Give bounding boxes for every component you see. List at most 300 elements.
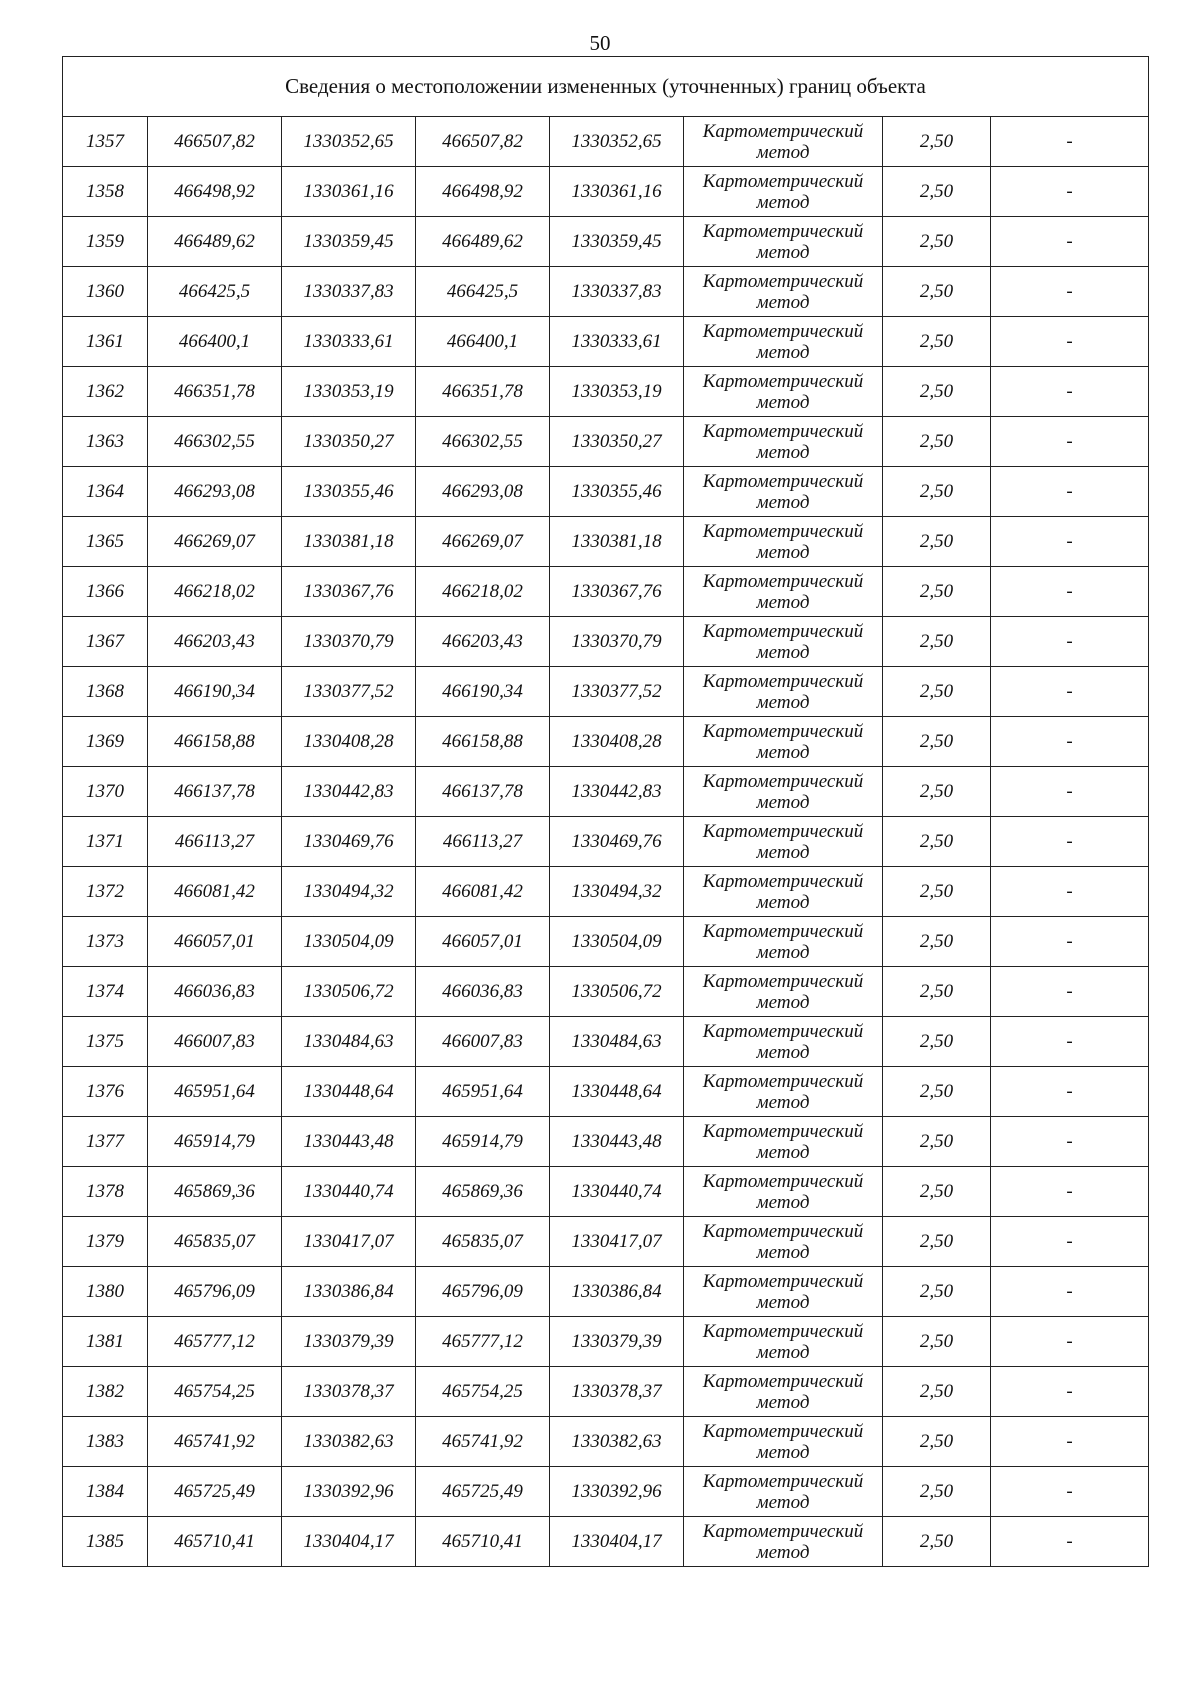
note-cell: - <box>991 467 1149 517</box>
method-line1: Картометрический <box>702 120 864 142</box>
note-cell: - <box>991 1367 1149 1417</box>
method-line2: метод <box>756 341 810 363</box>
method-line1: Картометрический <box>702 970 864 992</box>
method-cell <box>684 267 883 317</box>
page-number: 50 <box>589 31 611 55</box>
table-row <box>63 467 1149 517</box>
method-line1: Картометрический <box>702 1520 864 1542</box>
method-line1: Картометрический <box>702 420 864 442</box>
existing-y-cell: 1330370,79 <box>282 617 416 667</box>
method-cell <box>684 467 883 517</box>
refined-x-cell: 466158,88 <box>416 717 550 767</box>
note-cell: - <box>991 267 1149 317</box>
note-cell: - <box>991 1167 1149 1217</box>
method-cell <box>684 1067 883 1117</box>
existing-y-cell: 1330352,65 <box>282 117 416 167</box>
existing-x-cell: 466137,78 <box>148 767 282 817</box>
existing-x-cell: 465914,79 <box>148 1117 282 1167</box>
note-cell: - <box>991 167 1149 217</box>
table-row <box>63 217 1149 267</box>
point-number-cell: 1369 <box>63 717 148 767</box>
method-line2: метод <box>756 991 810 1013</box>
method-cell <box>684 1467 883 1517</box>
refined-y-cell: 1330333,61 <box>550 317 684 367</box>
method-line1: Картометрический <box>702 270 864 292</box>
existing-y-cell: 1330484,63 <box>282 1017 416 1067</box>
point-number-cell: 1374 <box>63 967 148 1017</box>
existing-y-cell: 1330440,74 <box>282 1167 416 1217</box>
table-row <box>63 117 1149 167</box>
method-line2: метод <box>756 741 810 763</box>
method-cell <box>684 417 883 467</box>
note-cell: - <box>991 1067 1149 1117</box>
refined-y-cell: 1330469,76 <box>550 817 684 867</box>
method-line1: Картометрический <box>702 1370 864 1392</box>
existing-y-cell: 1330443,48 <box>282 1117 416 1167</box>
refined-x-cell: 465725,49 <box>416 1467 550 1517</box>
refined-y-cell: 1330337,83 <box>550 267 684 317</box>
accuracy-cell: 2,50 <box>883 767 991 817</box>
method-line2: метод <box>756 591 810 613</box>
existing-x-cell: 466036,83 <box>148 967 282 1017</box>
accuracy-cell: 2,50 <box>883 1417 991 1467</box>
refined-y-cell: 1330404,17 <box>550 1517 684 1567</box>
table-row <box>63 717 1149 767</box>
point-number-cell: 1366 <box>63 567 148 617</box>
refined-x-cell: 465796,09 <box>416 1267 550 1317</box>
method-cell <box>684 1517 883 1567</box>
refined-y-cell: 1330381,18 <box>550 517 684 567</box>
accuracy-cell: 2,50 <box>883 167 991 217</box>
existing-x-cell: 466007,83 <box>148 1017 282 1067</box>
method-cell <box>684 717 883 767</box>
refined-y-cell: 1330440,74 <box>550 1167 684 1217</box>
method-line1: Картометрический <box>702 1170 864 1192</box>
method-line1: Картометрический <box>702 220 864 242</box>
table-row <box>63 1017 1149 1067</box>
refined-y-cell: 1330392,96 <box>550 1467 684 1517</box>
note-cell: - <box>991 367 1149 417</box>
method-line1: Картометрический <box>702 1470 864 1492</box>
table-row <box>63 967 1149 1017</box>
table-row <box>63 267 1149 317</box>
refined-x-cell: 465710,41 <box>416 1517 550 1567</box>
refined-x-cell: 465951,64 <box>416 1067 550 1117</box>
refined-x-cell: 466007,83 <box>416 1017 550 1067</box>
note-cell: - <box>991 617 1149 667</box>
existing-y-cell: 1330377,52 <box>282 667 416 717</box>
refined-y-cell: 1330506,72 <box>550 967 684 1017</box>
method-cell <box>684 1117 883 1167</box>
method-line1: Картометрический <box>702 1270 864 1292</box>
existing-y-cell: 1330337,83 <box>282 267 416 317</box>
note-cell: - <box>991 1417 1149 1467</box>
accuracy-cell: 2,50 <box>883 817 991 867</box>
method-cell <box>684 617 883 667</box>
method-cell <box>684 1017 883 1067</box>
note-cell: - <box>991 867 1149 917</box>
point-number-cell: 1363 <box>63 417 148 467</box>
accuracy-cell: 2,50 <box>883 317 991 367</box>
accuracy-cell: 2,50 <box>883 367 991 417</box>
existing-x-cell: 466498,92 <box>148 167 282 217</box>
point-number-cell: 1382 <box>63 1367 148 1417</box>
method-cell <box>684 1267 883 1317</box>
existing-y-cell: 1330355,46 <box>282 467 416 517</box>
refined-y-cell: 1330448,64 <box>550 1067 684 1117</box>
table-row <box>63 1317 1149 1367</box>
method-line1: Картометрический <box>702 920 864 942</box>
existing-y-cell: 1330382,63 <box>282 1417 416 1467</box>
method-line1: Картометрический <box>702 320 864 342</box>
method-line1: Картометрический <box>702 820 864 842</box>
accuracy-cell: 2,50 <box>883 117 991 167</box>
existing-y-cell: 1330333,61 <box>282 317 416 367</box>
refined-y-cell: 1330361,16 <box>550 167 684 217</box>
point-number-cell: 1367 <box>63 617 148 667</box>
method-cell <box>684 1217 883 1267</box>
existing-y-cell: 1330417,07 <box>282 1217 416 1267</box>
method-line1: Картометрический <box>702 1220 864 1242</box>
table-row <box>63 617 1149 667</box>
method-line1: Картометрический <box>702 1120 864 1142</box>
refined-y-cell: 1330367,76 <box>550 567 684 617</box>
method-line2: метод <box>756 791 810 813</box>
note-cell: - <box>991 417 1149 467</box>
point-number-cell: 1359 <box>63 217 148 267</box>
method-cell <box>684 867 883 917</box>
method-line2: метод <box>756 641 810 663</box>
method-line1: Картометрический <box>702 620 864 642</box>
refined-y-cell: 1330359,45 <box>550 217 684 267</box>
refined-x-cell: 465741,92 <box>416 1417 550 1467</box>
method-cell <box>684 567 883 617</box>
table-row <box>63 417 1149 467</box>
accuracy-cell: 2,50 <box>883 1067 991 1117</box>
method-line1: Картометрический <box>702 870 864 892</box>
existing-x-cell: 466302,55 <box>148 417 282 467</box>
note-cell: - <box>991 517 1149 567</box>
existing-y-cell: 1330367,76 <box>282 567 416 617</box>
refined-y-cell: 1330378,37 <box>550 1367 684 1417</box>
note-cell: - <box>991 1517 1149 1567</box>
existing-x-cell: 466158,88 <box>148 717 282 767</box>
table-row <box>63 1367 1149 1417</box>
accuracy-cell: 2,50 <box>883 517 991 567</box>
table-row <box>63 1517 1149 1567</box>
refined-x-cell: 466425,5 <box>416 267 550 317</box>
refined-x-cell: 465754,25 <box>416 1367 550 1417</box>
table-row <box>63 1117 1149 1167</box>
method-line2: метод <box>756 1041 810 1063</box>
point-number-cell: 1357 <box>63 117 148 167</box>
point-number-cell: 1380 <box>63 1267 148 1317</box>
refined-x-cell: 466293,08 <box>416 467 550 517</box>
accuracy-cell: 2,50 <box>883 1267 991 1317</box>
existing-x-cell: 466203,43 <box>148 617 282 667</box>
point-number-cell: 1368 <box>63 667 148 717</box>
method-line2: метод <box>756 291 810 313</box>
method-line1: Картометрический <box>702 770 864 792</box>
point-number-cell: 1364 <box>63 467 148 517</box>
refined-y-cell: 1330382,63 <box>550 1417 684 1467</box>
method-line1: Картометрический <box>702 570 864 592</box>
existing-x-cell: 465796,09 <box>148 1267 282 1317</box>
accuracy-cell: 2,50 <box>883 417 991 467</box>
table-row <box>63 517 1149 567</box>
existing-x-cell: 466269,07 <box>148 517 282 567</box>
existing-y-cell: 1330361,16 <box>282 167 416 217</box>
accuracy-cell: 2,50 <box>883 1367 991 1417</box>
method-cell <box>684 317 883 367</box>
method-line2: метод <box>756 1091 810 1113</box>
method-line1: Картометрический <box>702 670 864 692</box>
accuracy-cell: 2,50 <box>883 717 991 767</box>
method-line2: метод <box>756 491 810 513</box>
refined-y-cell: 1330350,27 <box>550 417 684 467</box>
point-number-cell: 1384 <box>63 1467 148 1517</box>
point-number-cell: 1365 <box>63 517 148 567</box>
method-line2: метод <box>756 441 810 463</box>
method-cell <box>684 1417 883 1467</box>
accuracy-cell: 2,50 <box>883 1317 991 1367</box>
point-number-cell: 1381 <box>63 1317 148 1367</box>
method-cell <box>684 167 883 217</box>
existing-y-cell: 1330359,45 <box>282 217 416 267</box>
note-cell: - <box>991 717 1149 767</box>
existing-x-cell: 466190,34 <box>148 667 282 717</box>
point-number-cell: 1361 <box>63 317 148 367</box>
existing-y-cell: 1330408,28 <box>282 717 416 767</box>
existing-y-cell: 1330378,37 <box>282 1367 416 1417</box>
method-cell <box>684 767 883 817</box>
table-row <box>63 167 1149 217</box>
refined-x-cell: 466507,82 <box>416 117 550 167</box>
method-line1: Картометрический <box>702 170 864 192</box>
refined-y-cell: 1330377,52 <box>550 667 684 717</box>
point-number-cell: 1378 <box>63 1167 148 1217</box>
refined-x-cell: 466057,01 <box>416 917 550 967</box>
accuracy-cell: 2,50 <box>883 867 991 917</box>
note-cell: - <box>991 217 1149 267</box>
point-number-cell: 1375 <box>63 1017 148 1067</box>
method-line2: метод <box>756 191 810 213</box>
method-line2: метод <box>756 691 810 713</box>
point-number-cell: 1358 <box>63 167 148 217</box>
note-cell: - <box>991 1467 1149 1517</box>
existing-y-cell: 1330448,64 <box>282 1067 416 1117</box>
existing-x-cell: 465835,07 <box>148 1217 282 1267</box>
existing-y-cell: 1330381,18 <box>282 517 416 567</box>
refined-x-cell: 466203,43 <box>416 617 550 667</box>
table-row <box>63 817 1149 867</box>
table-caption: Сведения о местоположении измененных (уточненных) границ объекта <box>63 57 1149 117</box>
method-line1: Картометрический <box>702 470 864 492</box>
table-row <box>63 667 1149 717</box>
refined-x-cell: 466218,02 <box>416 567 550 617</box>
method-line2: метод <box>756 241 810 263</box>
method-cell <box>684 967 883 1017</box>
existing-y-cell: 1330353,19 <box>282 367 416 417</box>
accuracy-cell: 2,50 <box>883 1217 991 1267</box>
existing-x-cell: 465951,64 <box>148 1067 282 1117</box>
point-number-cell: 1360 <box>63 267 148 317</box>
refined-y-cell: 1330504,09 <box>550 917 684 967</box>
point-number-cell: 1379 <box>63 1217 148 1267</box>
existing-x-cell: 465754,25 <box>148 1367 282 1417</box>
point-number-cell: 1371 <box>63 817 148 867</box>
note-cell: - <box>991 767 1149 817</box>
point-number-cell: 1385 <box>63 1517 148 1567</box>
refined-x-cell: 466036,83 <box>416 967 550 1017</box>
accuracy-cell: 2,50 <box>883 267 991 317</box>
method-cell <box>684 917 883 967</box>
refined-y-cell: 1330484,63 <box>550 1017 684 1067</box>
note-cell: - <box>991 667 1149 717</box>
method-line2: метод <box>756 1191 810 1213</box>
method-line1: Картометрический <box>702 1020 864 1042</box>
method-cell <box>684 1317 883 1367</box>
point-number-cell: 1362 <box>63 367 148 417</box>
method-line2: метод <box>756 1541 810 1563</box>
note-cell: - <box>991 117 1149 167</box>
existing-y-cell: 1330469,76 <box>282 817 416 867</box>
method-cell <box>684 517 883 567</box>
existing-x-cell: 466425,5 <box>148 267 282 317</box>
note-cell: - <box>991 567 1149 617</box>
refined-x-cell: 466302,55 <box>416 417 550 467</box>
method-line1: Картометрический <box>702 1320 864 1342</box>
method-line2: метод <box>756 891 810 913</box>
point-number-cell: 1372 <box>63 867 148 917</box>
method-cell <box>684 1367 883 1417</box>
accuracy-cell: 2,50 <box>883 967 991 1017</box>
table-row <box>63 917 1149 967</box>
existing-y-cell: 1330350,27 <box>282 417 416 467</box>
refined-y-cell: 1330386,84 <box>550 1267 684 1317</box>
refined-x-cell: 466489,62 <box>416 217 550 267</box>
refined-x-cell: 466113,27 <box>416 817 550 867</box>
table-body <box>63 57 1149 1567</box>
accuracy-cell: 2,50 <box>883 1167 991 1217</box>
table-row <box>63 1067 1149 1117</box>
accuracy-cell: 2,50 <box>883 1517 991 1567</box>
method-line1: Картометрический <box>702 720 864 742</box>
existing-y-cell: 1330404,17 <box>282 1517 416 1567</box>
method-line2: метод <box>756 541 810 563</box>
existing-y-cell: 1330392,96 <box>282 1467 416 1517</box>
point-number-cell: 1373 <box>63 917 148 967</box>
existing-x-cell: 465725,49 <box>148 1467 282 1517</box>
accuracy-cell: 2,50 <box>883 617 991 667</box>
method-line2: метод <box>756 841 810 863</box>
method-line2: метод <box>756 1391 810 1413</box>
refined-x-cell: 466351,78 <box>416 367 550 417</box>
refined-x-cell: 466498,92 <box>416 167 550 217</box>
refined-y-cell: 1330352,65 <box>550 117 684 167</box>
note-cell: - <box>991 967 1149 1017</box>
table-row <box>63 367 1149 417</box>
refined-y-cell: 1330370,79 <box>550 617 684 667</box>
accuracy-cell: 2,50 <box>883 567 991 617</box>
method-cell <box>684 817 883 867</box>
existing-x-cell: 465741,92 <box>148 1417 282 1467</box>
refined-y-cell: 1330417,07 <box>550 1217 684 1267</box>
note-cell: - <box>991 1117 1149 1167</box>
table-row <box>63 1217 1149 1267</box>
refined-y-cell: 1330442,83 <box>550 767 684 817</box>
point-number-cell: 1370 <box>63 767 148 817</box>
existing-x-cell: 466218,02 <box>148 567 282 617</box>
existing-x-cell: 466057,01 <box>148 917 282 967</box>
refined-y-cell: 1330355,46 <box>550 467 684 517</box>
existing-x-cell: 466113,27 <box>148 817 282 867</box>
refined-x-cell: 466137,78 <box>416 767 550 817</box>
note-cell: - <box>991 917 1149 967</box>
existing-y-cell: 1330386,84 <box>282 1267 416 1317</box>
table-row <box>63 567 1149 617</box>
coordinates-table <box>62 56 1149 1567</box>
accuracy-cell: 2,50 <box>883 467 991 517</box>
table-row <box>63 317 1149 367</box>
existing-x-cell: 466507,82 <box>148 117 282 167</box>
note-cell: - <box>991 1317 1149 1367</box>
method-line2: метод <box>756 391 810 413</box>
method-line2: метод <box>756 1141 810 1163</box>
existing-x-cell: 465710,41 <box>148 1517 282 1567</box>
refined-x-cell: 465914,79 <box>416 1117 550 1167</box>
refined-x-cell: 466081,42 <box>416 867 550 917</box>
existing-y-cell: 1330506,72 <box>282 967 416 1017</box>
method-cell <box>684 1167 883 1217</box>
method-line1: Картометрический <box>702 370 864 392</box>
refined-x-cell: 466190,34 <box>416 667 550 717</box>
existing-x-cell: 466400,1 <box>148 317 282 367</box>
existing-y-cell: 1330379,39 <box>282 1317 416 1367</box>
method-line1: Картометрический <box>702 1070 864 1092</box>
method-line2: метод <box>756 941 810 963</box>
accuracy-cell: 2,50 <box>883 1017 991 1067</box>
refined-x-cell: 465869,36 <box>416 1167 550 1217</box>
accuracy-cell: 2,50 <box>883 917 991 967</box>
existing-x-cell: 466081,42 <box>148 867 282 917</box>
refined-x-cell: 466400,1 <box>416 317 550 367</box>
table-row <box>63 1267 1149 1317</box>
existing-x-cell: 465869,36 <box>148 1167 282 1217</box>
existing-x-cell: 466489,62 <box>148 217 282 267</box>
method-line2: метод <box>756 1441 810 1463</box>
accuracy-cell: 2,50 <box>883 1117 991 1167</box>
existing-y-cell: 1330504,09 <box>282 917 416 967</box>
method-line2: метод <box>756 1491 810 1513</box>
existing-y-cell: 1330442,83 <box>282 767 416 817</box>
method-line2: метод <box>756 1341 810 1363</box>
note-cell: - <box>991 317 1149 367</box>
method-cell <box>684 367 883 417</box>
refined-y-cell: 1330443,48 <box>550 1117 684 1167</box>
note-cell: - <box>991 1017 1149 1067</box>
existing-x-cell: 465777,12 <box>148 1317 282 1367</box>
note-cell: - <box>991 1267 1149 1317</box>
table-row <box>63 1417 1149 1467</box>
note-cell: - <box>991 817 1149 867</box>
point-number-cell: 1376 <box>63 1067 148 1117</box>
refined-y-cell: 1330353,19 <box>550 367 684 417</box>
refined-y-cell: 1330408,28 <box>550 717 684 767</box>
method-cell <box>684 217 883 267</box>
table-row <box>63 767 1149 817</box>
method-line1: Картометрический <box>702 520 864 542</box>
